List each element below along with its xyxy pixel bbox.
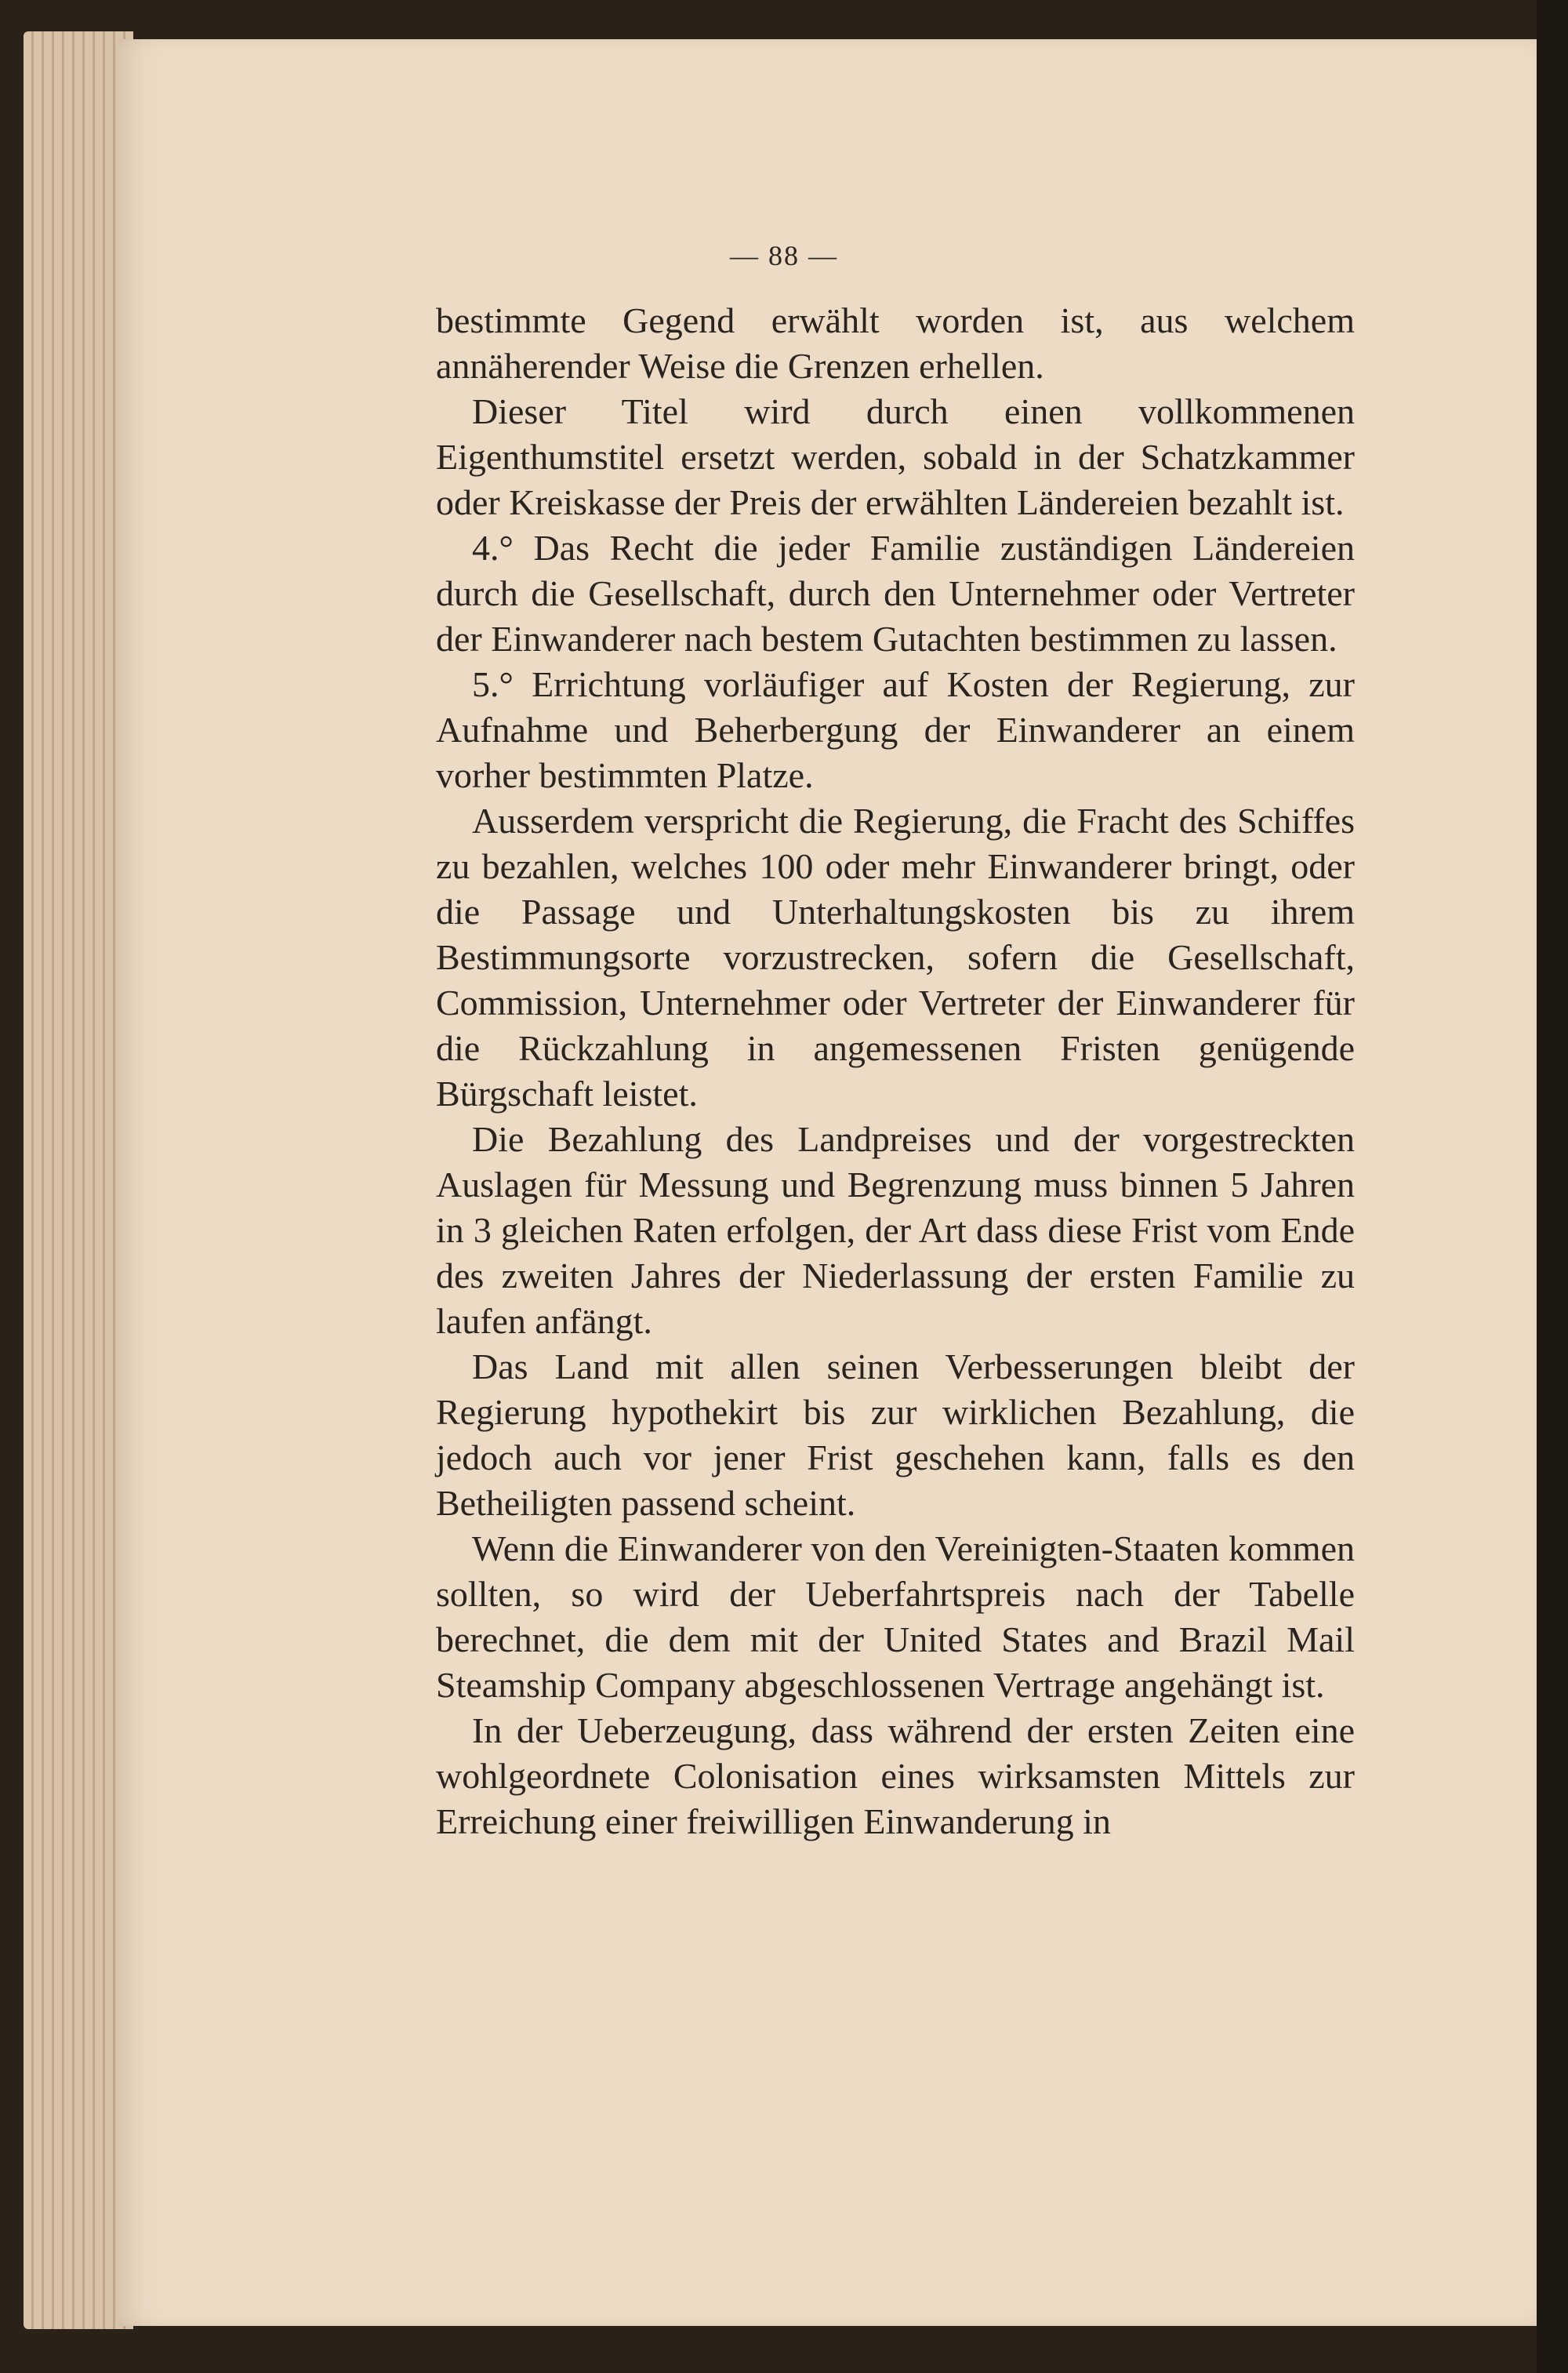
- paragraph: 4.° Das Recht die jeder Familie zuständigen Ländereien durch die Gesellschaft, durch den Unternehmer oder Vertreter der Einwanderer nach bestem Gutachten bestimmen zu lassen.: [436, 528, 1355, 659]
- page-edges: [24, 31, 133, 2329]
- paragraph: Wenn die Einwanderer von den Vereinigten-Staaten kommen sollten, so wird der Ueberfahrtspreis nach der Tabelle berechnet, die dem mit der United States and Brazil Mail Steamship Company abgeschlossenen Vertrage angehängt ist.: [436, 1528, 1355, 1705]
- paragraph: Die Bezahlung des Landpreises und der vorgestreckten Auslagen für Messung und Begrenzung muss binnen 5 Jahren in 3 gleichen Raten erfolgen, der Art dass diese Frist vom Ende des zweiten Jahres der Niederlassung der ersten Familie zu laufen anfängt.: [436, 1119, 1355, 1341]
- page-number: — 88 —: [730, 240, 838, 271]
- paragraph: bestimmte Gegend erwählt worden ist, aus welchem annäherender Weise die Grenzen erhellen.: [436, 300, 1355, 386]
- paragraph: Ausserdem verspricht die Regierung, die Fracht des Schiffes zu bezahlen, welches 100 oder mehr Einwanderer bringt, oder die Passage und Unterhaltungskosten bis zu ihrem Bestimmungsorte vorzustrecken, sofern die Gesellschaft, Commission, Unternehmer oder Vertreter der Einwanderer für die Rückzahlung in angemessenen Fristen genügende Bürgschaft leistet.: [436, 801, 1355, 1114]
- gutter-shadow: [1537, 0, 1568, 2373]
- paragraph: In der Ueberzeugung, dass während der ersten Zeiten eine wohlgeordnete Colonisation eines wirksamsten Mittels zur Erreichung einer freiwilligen Einwanderung in: [436, 1710, 1355, 1841]
- paragraph: Dieser Titel wird durch einen vollkommenen Eigenthumstitel ersetzt werden, sobald in der Schatzkammer oder Kreiskasse der Preis der erwählten Ländereien bezahlt ist.: [436, 391, 1355, 522]
- body-text: [436, 298, 1355, 1844]
- paragraph: 5.° Errichtung vorläufiger auf Kosten der Regierung, zur Aufnahme und Beherbergung der Einwanderer an einem vorher bestimmten Platze.: [436, 664, 1355, 795]
- paragraph: Das Land mit allen seinen Verbesserungen bleibt der Regierung hypothekirt bis zur wirklichen Bezahlung, die jedoch auch vor jener Frist geschehen kann, falls es den Betheiligten passend scheint.: [436, 1346, 1355, 1523]
